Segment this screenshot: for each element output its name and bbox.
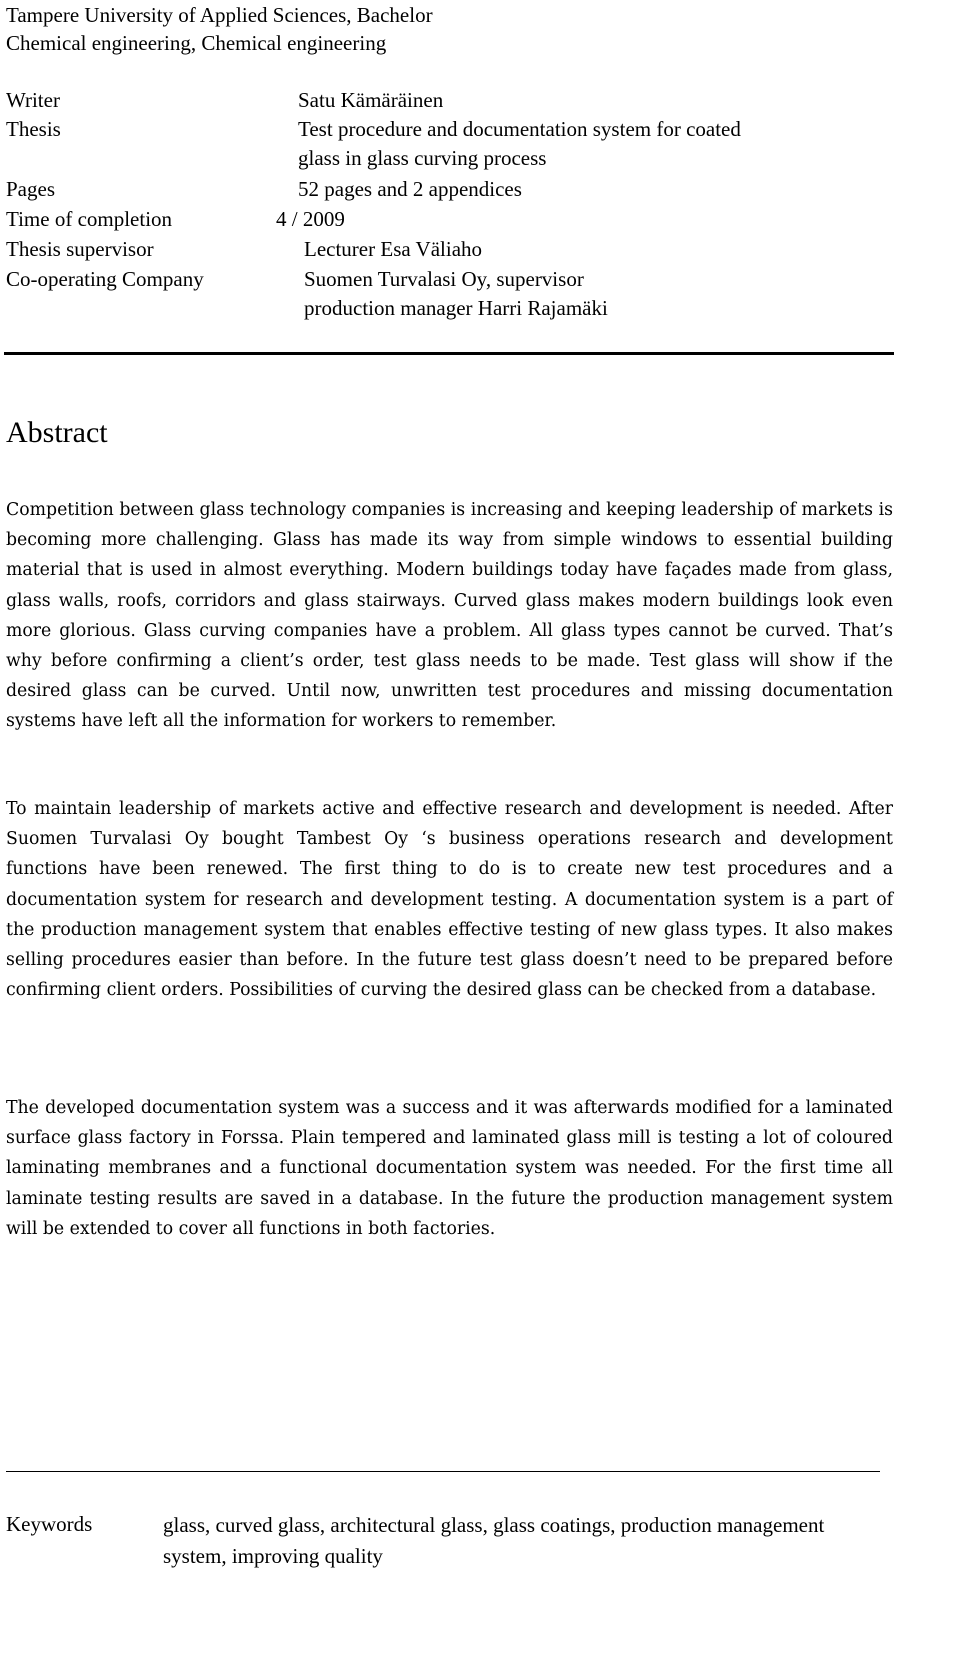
header-line-university: Tampere University of Applied Sciences, Bachelor [6,3,433,27]
abstract-paragraph-3: The developed documentation system was a success and it was afterwards modified for a laminated surface glass factory in Forssa. Plain tempered and laminated glass mill is testing a lot of coloured laminating membranes and a functional documentation system was needed. For the first time all laminate testing results are saved in a database. In the future the production management system will be extended to cover all functions in both factories. [6,1098,893,1239]
keywords-label: Keywords [6,1512,93,1536]
abstract-paragraph-1: Competition between glass technology companies is increasing and keeping leadership of markets is becoming more challenging. Glass has made its way from simple windows to essential building material that is used in almost everything. Modern buildings today have façades made from glass, glass walls, roofs, corridors and glass stairways. Curved glass makes modern buildings look even more glorious. Glass curving companies have a problem. All glass types cannot be curved. That’s why before confirming a client’s order, test glass needs to be made. Test glass will show if the desired glass can be curved. Until now, unwritten test procedures and missing documentation systems have left all the information for workers to remember. [6,500,893,732]
meta-label-thesis: Thesis [6,117,61,141]
keywords-value: glass, curved glass, architectural glass, glass coatings, production management system, improving quality [163,1513,825,1568]
header-line-degree: Chemical engineering, Chemical engineering [6,31,387,55]
meta-label-writer: Writer [6,88,60,112]
meta-label-company: Co-operating Company [6,267,204,291]
meta-value-thesis: Test procedure and documentation system for coated glass in glass curving process [298,117,741,170]
meta-value-supervisor: Lecturer Esa Väliaho [304,237,483,261]
meta-value-company: Suomen Turvalasi Oy, supervisor production manager Harri Rajamäki [304,267,608,320]
section-divider [4,352,894,355]
meta-value-writer: Satu Kämäräinen [298,88,444,112]
abstract-title: Abstract [6,416,108,449]
meta-label-pages: Pages [6,177,55,201]
meta-label-time: Time of completion [6,207,173,231]
abstract-paragraph-2: To maintain leadership of markets active and effective research and development is needed. After Suomen Turvalasi Oy bought Tambest Oy ‘s business operations research and development functions have been renewed. The first thing to do is to create new test procedures and a documentation system for research and development testing. A documentation system is a part of the production management system that enables effective testing of new glass types. It also makes selling procedures easier than before. In the future test glass doesn’t need to be prepared before confirming client orders. Possibilities of curving the desired glass can be checked from a database. [6,799,893,1001]
meta-value-pages: 52 pages and 2 appendices [298,177,522,201]
meta-value-time: 4 / 2009 [276,207,345,231]
keywords-divider [6,1471,880,1472]
meta-label-supervisor: Thesis supervisor [6,237,154,261]
